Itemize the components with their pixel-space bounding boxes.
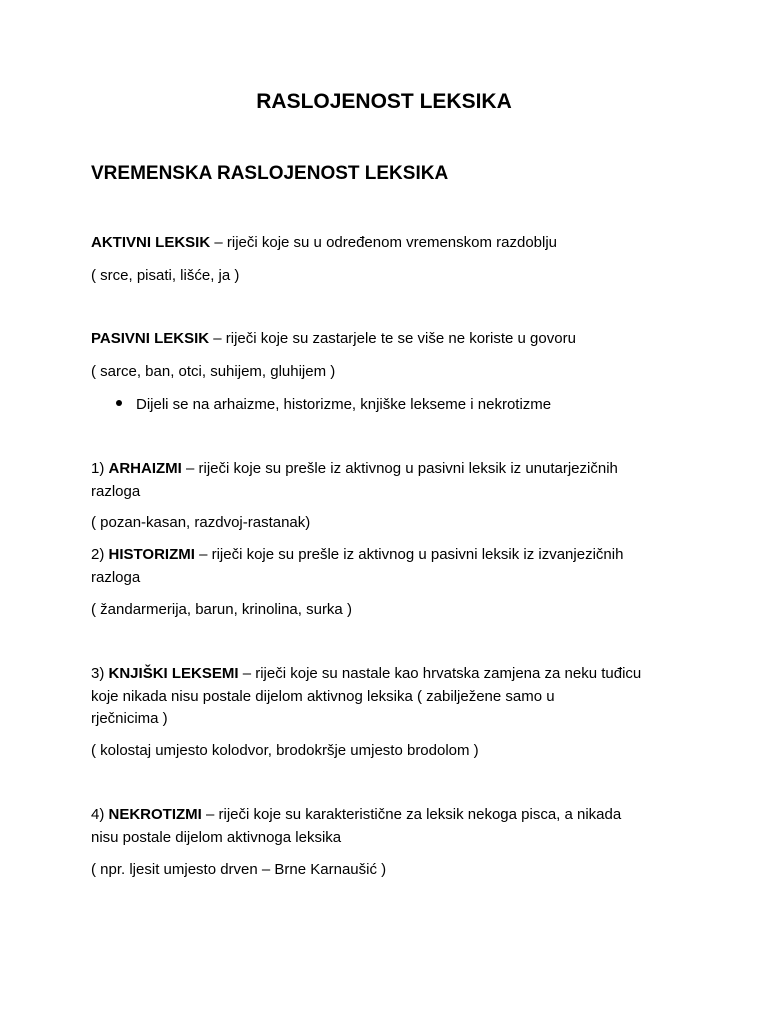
knjiski-number: 3) [91,665,109,682]
historizmi-example: ( žandarmerija, barun, krinolina, surka ) [91,601,352,618]
historizmi-definition-cont: razloga [91,569,141,586]
arhaizmi-number: 1) [91,460,109,477]
pasivni-definition [91,327,691,350]
bullet-icon [116,400,122,406]
pasivni-term: PASIVNI LEKSIK [91,330,210,347]
pasivni-bullet-item [116,393,696,416]
nekrotizmi-example: ( npr. ljesit umjesto drven – Brne Karnaušić ) [91,861,387,878]
knjiski-definition-cont2: rječnicima ) [91,710,168,727]
arhaizmi-example: ( pozan-kasan, razdvoj-rastanak) [91,514,311,531]
nekrotizmi-definition-cont: nisu postale dijelom aktivnoga leksika [91,829,342,846]
aktivni-example: ( srce, pisati, lišće, ja ) [91,267,240,284]
nekrotizmi-term: NEKROTIZMI [108,806,202,823]
arhaizmi-definition-cont: razloga [91,483,141,500]
pasivni-example: ( sarce, ban, otci, suhijem, gluhijem ) [91,363,336,380]
arhaizmi-definition-text: – riječi koje su prešle iz aktivnog u pasivni leksik iz unutarjezičnih [181,460,618,477]
nekrotizmi-definition-text: – riječi koje su karakteristične za leksik nekoga pisca, a nikada [201,806,622,823]
knjiski-definition-text: – riječi koje su nastale kao hrvatska zamjena za neku tuđicu [238,665,642,682]
arhaizmi-term: ARHAIZMI [108,460,182,477]
knjiski-term: KNJIŠKI LEKSEMI [108,665,239,682]
historizmi-term: HISTORIZMI [108,546,195,563]
historizmi-definition [91,543,691,566]
aktivni-definition-text: – riječi koje su u određenom vremenskom razdoblju [210,234,558,251]
nekrotizmi-number: 4) [91,806,109,823]
historizmi-number: 2) [91,546,109,563]
nekrotizmi-definition [91,803,691,826]
knjiski-definition-cont: koje nikada nisu postale dijelom aktivnog leksika ( zabilježene samo u [91,688,555,705]
historizmi-definition-text: – riječi koje su prešle iz aktivnog u pasivni leksik iz izvanjezičnih [194,546,624,563]
knjiski-definition [91,662,691,685]
aktivni-term: AKTIVNI LEKSIK [91,234,211,251]
knjiski-example: ( kolostaj umjesto kolodvor, brodokršje umjesto brodolom ) [91,742,479,759]
aktivni-definition [91,231,691,254]
arhaizmi-definition [91,457,691,480]
page-title: RASLOJENOST LEKSIKA [256,90,512,113]
pasivni-definition-text: – riječi koje su zastarjele te se više ne koriste u govoru [209,330,576,347]
pasivni-bullet-text: Dijeli se na arhaizme, historizme, knjiške lekseme i nekrotizme [136,396,552,413]
section-heading: VREMENSKA RASLOJENOST LEKSIKA [91,163,449,184]
